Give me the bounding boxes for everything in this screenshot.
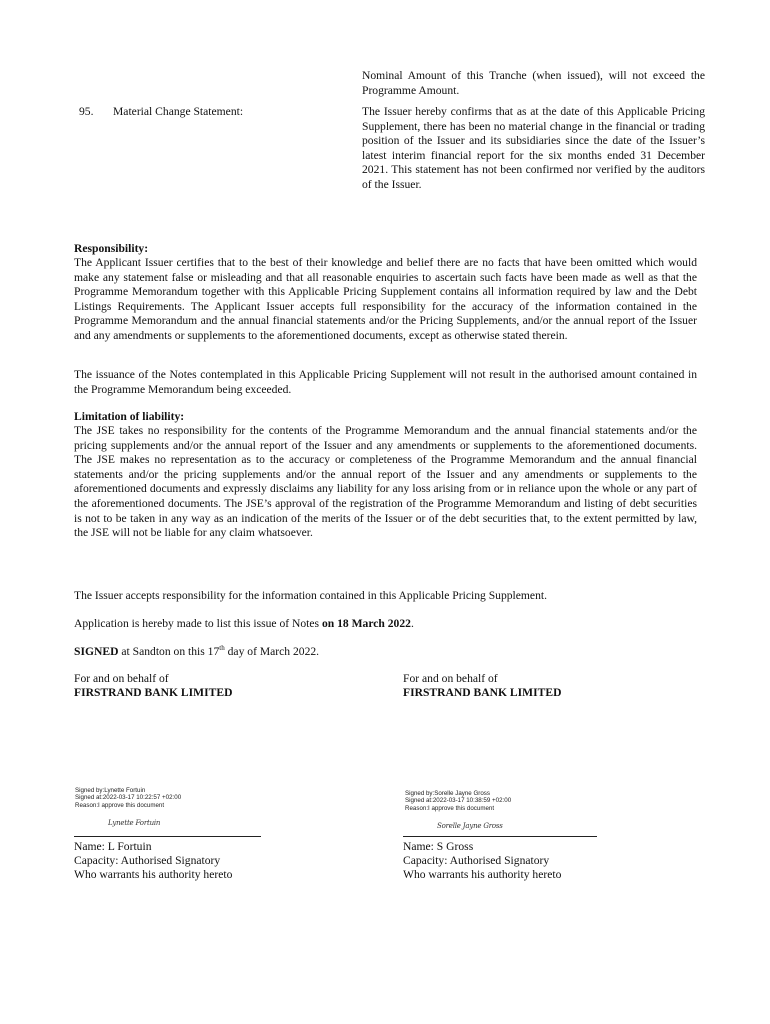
material-change-statement: The Issuer hereby confirms that as at the date of this Applicable Pricing Supplement, there has been no material change in the financial or trading position of the Issuer and its subsidiaries since the date of the Issuer’s latest interim financial report for the six months ended 31 December 2021. This statement has not been confirmed nor verified by the auditors of the Issuer.: [362, 105, 705, 191]
signatory-2-behalf: For and on behalf of: [403, 672, 498, 685]
signatory-1-reason: Reason:I approve this document: [75, 801, 165, 809]
item-number: 95.: [79, 105, 94, 118]
signatory-1-behalf: For and on behalf of: [74, 672, 169, 685]
signatory-2-reason: Reason:I approve this document: [405, 804, 495, 812]
limitation-heading: Limitation of liability:: [74, 410, 185, 423]
limitation-paragraph: The JSE takes no responsibility for the contents of the Programme Memorandum and the annual financial statements and/or the pricing supplements and/or the annual report of the Issuer and any amendments or supplements to the aforementioned documents. The JSE makes no representation as to the accuracy or completeness of the Programme Memorandum and the annual financial statements and/or the pricing supplements and/or the annual report of the Issuer and any amendments or supplements to the aforementioned documents and expressly disclaims any liability for any loss arising from or in reliance upon the whole or any part of the aforementioned documents. The JSE’s approval of the registration of the Programme Memorandum and listing of debt securities is not to be taken in any way as an indication of the merits of the Issuer or of the debt securities that, to the extent permitted by law, the JSE will not be liable for any claim whatsoever.: [74, 424, 697, 540]
signatory-1-signature-line: [74, 836, 261, 837]
signatory-2-digital-signature: [405, 790, 511, 812]
signatory-1-name: Name: L Fortuin: [74, 840, 152, 853]
signatory-1-handwritten-signature: Lynette Fortuin: [108, 819, 161, 827]
responsibility-paragraph: The Applicant Issuer certifies that to the best of their knowledge and belief there are no facts that have been omitted which would make any statement false or misleading and that all reasonable enquiries to ascertain such facts have been made as well as that the Programme Memorandum together with this Applicable Pricing Supplement contains all information required by law and the Debt Listings Requirements. The Applicant Issuer accepts full responsibility for the accuracy of the information contained in the Programme Memorandum and the annual financial statements and/or the Pricing Supplements, and/or the annual report of the Issuer and any amendments or supplements to the aforementioned documents, except as otherwise stated therein.: [74, 256, 697, 342]
signatory-2-capacity: Capacity: Authorised Signatory: [403, 854, 550, 867]
nominal-amount-continuation: Nominal Amount of this Tranche (when issued), will not exceed the Programme Amount.: [362, 69, 705, 97]
signatory-2-name: Name: S Gross: [403, 840, 474, 853]
signatory-1-capacity: Capacity: Authorised Signatory: [74, 854, 221, 867]
signed-statement: [74, 645, 697, 660]
responsibility-heading: Responsibility:: [74, 242, 149, 255]
signatory-2-company: FIRSTRAND BANK LIMITED: [403, 686, 562, 699]
authorised-amount-paragraph: The issuance of the Notes contemplated in this Applicable Pricing Supplement will not result in the authorised amount contained in the Programme Memorandum being exceeded.: [74, 368, 697, 396]
signatory-1-signed-at: Signed at:2022-03-17 10:22:57 +02:00: [75, 794, 182, 802]
application-statement: [74, 617, 697, 632]
signed-text-1: at Sandton on this 17: [118, 645, 220, 658]
application-date: on 18 March 2022: [321, 617, 411, 630]
signatory-1-company: FIRSTRAND BANK LIMITED: [74, 686, 233, 699]
issuer-responsibility: The Issuer accepts responsibility for the information contained in this Applicable Pricing Supplement.: [74, 589, 547, 602]
signatory-1-signed-by: Signed by:Lynette Fortuin: [75, 787, 146, 794]
signatory-2-warrant: Who warrants his authority hereto: [403, 868, 562, 881]
signed-superscript: th: [219, 644, 225, 653]
signatory-1-warrant: Who warrants his authority hereto: [74, 868, 233, 881]
signatory-2-signed-at: Signed at:2022-03-17 10:38:59 +02:00: [405, 797, 512, 805]
application-suffix: .: [410, 617, 414, 630]
signatory-1-digital-signature: [75, 787, 181, 809]
application-prefix: Application is hereby made to list this issue of Notes: [74, 617, 322, 630]
signed-text-2: day of March 2022.: [224, 645, 320, 658]
item-label: Material Change Statement:: [113, 105, 244, 118]
signatory-2-handwritten-signature: Sorelle Jayne Gross: [437, 822, 503, 830]
signatory-2-signature-line: [403, 836, 597, 837]
signed-word: SIGNED: [74, 645, 119, 658]
signatory-2-signed-by: Signed by:Sorelle Jayne Gross: [405, 790, 490, 797]
